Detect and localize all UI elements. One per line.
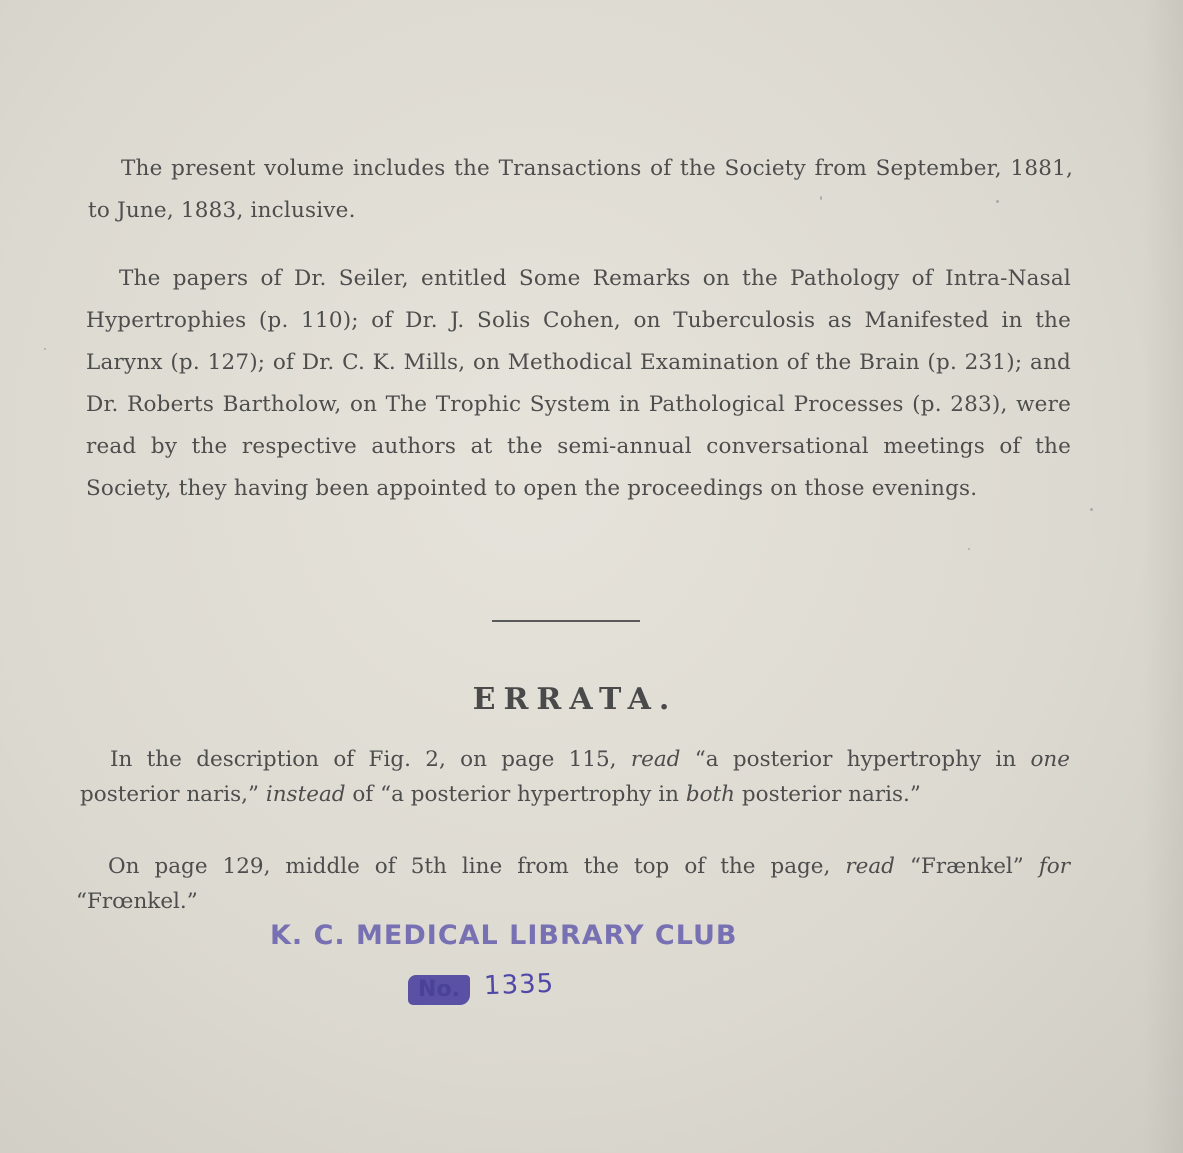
stamp-no-label: No.: [408, 975, 470, 1005]
paper-speck: [968, 548, 970, 550]
errata-2-read: read: [845, 854, 895, 879]
errata-2-text-a: On page 129, middle of 5th line from the top of the page,: [108, 854, 846, 879]
stamp-library-name: K. C. MEDICAL LIBRARY CLUB: [270, 920, 738, 951]
errata-2-for: for: [1038, 854, 1070, 879]
preface-paragraph-1: The present volume includes the Transactions of the Society from September, 1881, to June, 1883, inclusive.: [88, 156, 1073, 223]
stamp-accession-number: 1335: [483, 968, 555, 1002]
paper-speck: [44, 348, 46, 350]
library-stamp: [270, 920, 890, 1020]
errata-1-both: both: [685, 782, 736, 807]
section-divider: [492, 620, 640, 622]
paper-speck: [820, 196, 822, 200]
errata-1-read: read: [630, 747, 681, 772]
errata-item-2: [76, 849, 1070, 919]
errata-2-text-b: “Frænkel”: [894, 854, 1039, 879]
errata-1-text-e: posterior naris.”: [735, 782, 921, 807]
errata-1-text-a: In the description of Fig. 2, on page 115,: [110, 747, 631, 772]
errata-item-1: [80, 742, 1070, 812]
paper-speck: [1090, 508, 1093, 511]
page-edge-shadow: [1143, 0, 1183, 1153]
preface-paragraph-2: The papers of Dr. Seiler, entitled Some Remarks on the Pathology of Intra-Nasal Hypertrophies (p. 110); of Dr. J. Solis Cohen, on Tuberculosis as Manifested in the Larynx (p. 127); of Dr. C. K. Mills, on Methodical Examination of the Brain (p. 231); and Dr. Roberts Bartholow, on The Trophic System in Pathological Processes (p. 283), were read by the respective authors at the semi-annual conversational meetings of the Society, they having been appointed to open the proceedings on those evenings.: [86, 266, 1071, 501]
paper-speck: [996, 200, 999, 203]
errata-1-text-c: posterior naris,”: [80, 782, 266, 807]
errata-1-instead: instead: [265, 782, 346, 807]
errata-1-text-b: “a posterior hypertrophy in: [680, 747, 1031, 772]
errata-1-one: one: [1030, 747, 1070, 772]
errata-2-text-c: “Frœnkel.”: [76, 889, 198, 914]
errata-heading: ERRATA.: [472, 682, 678, 717]
errata-1-text-d: of “a posterior hypertrophy in: [345, 782, 686, 807]
